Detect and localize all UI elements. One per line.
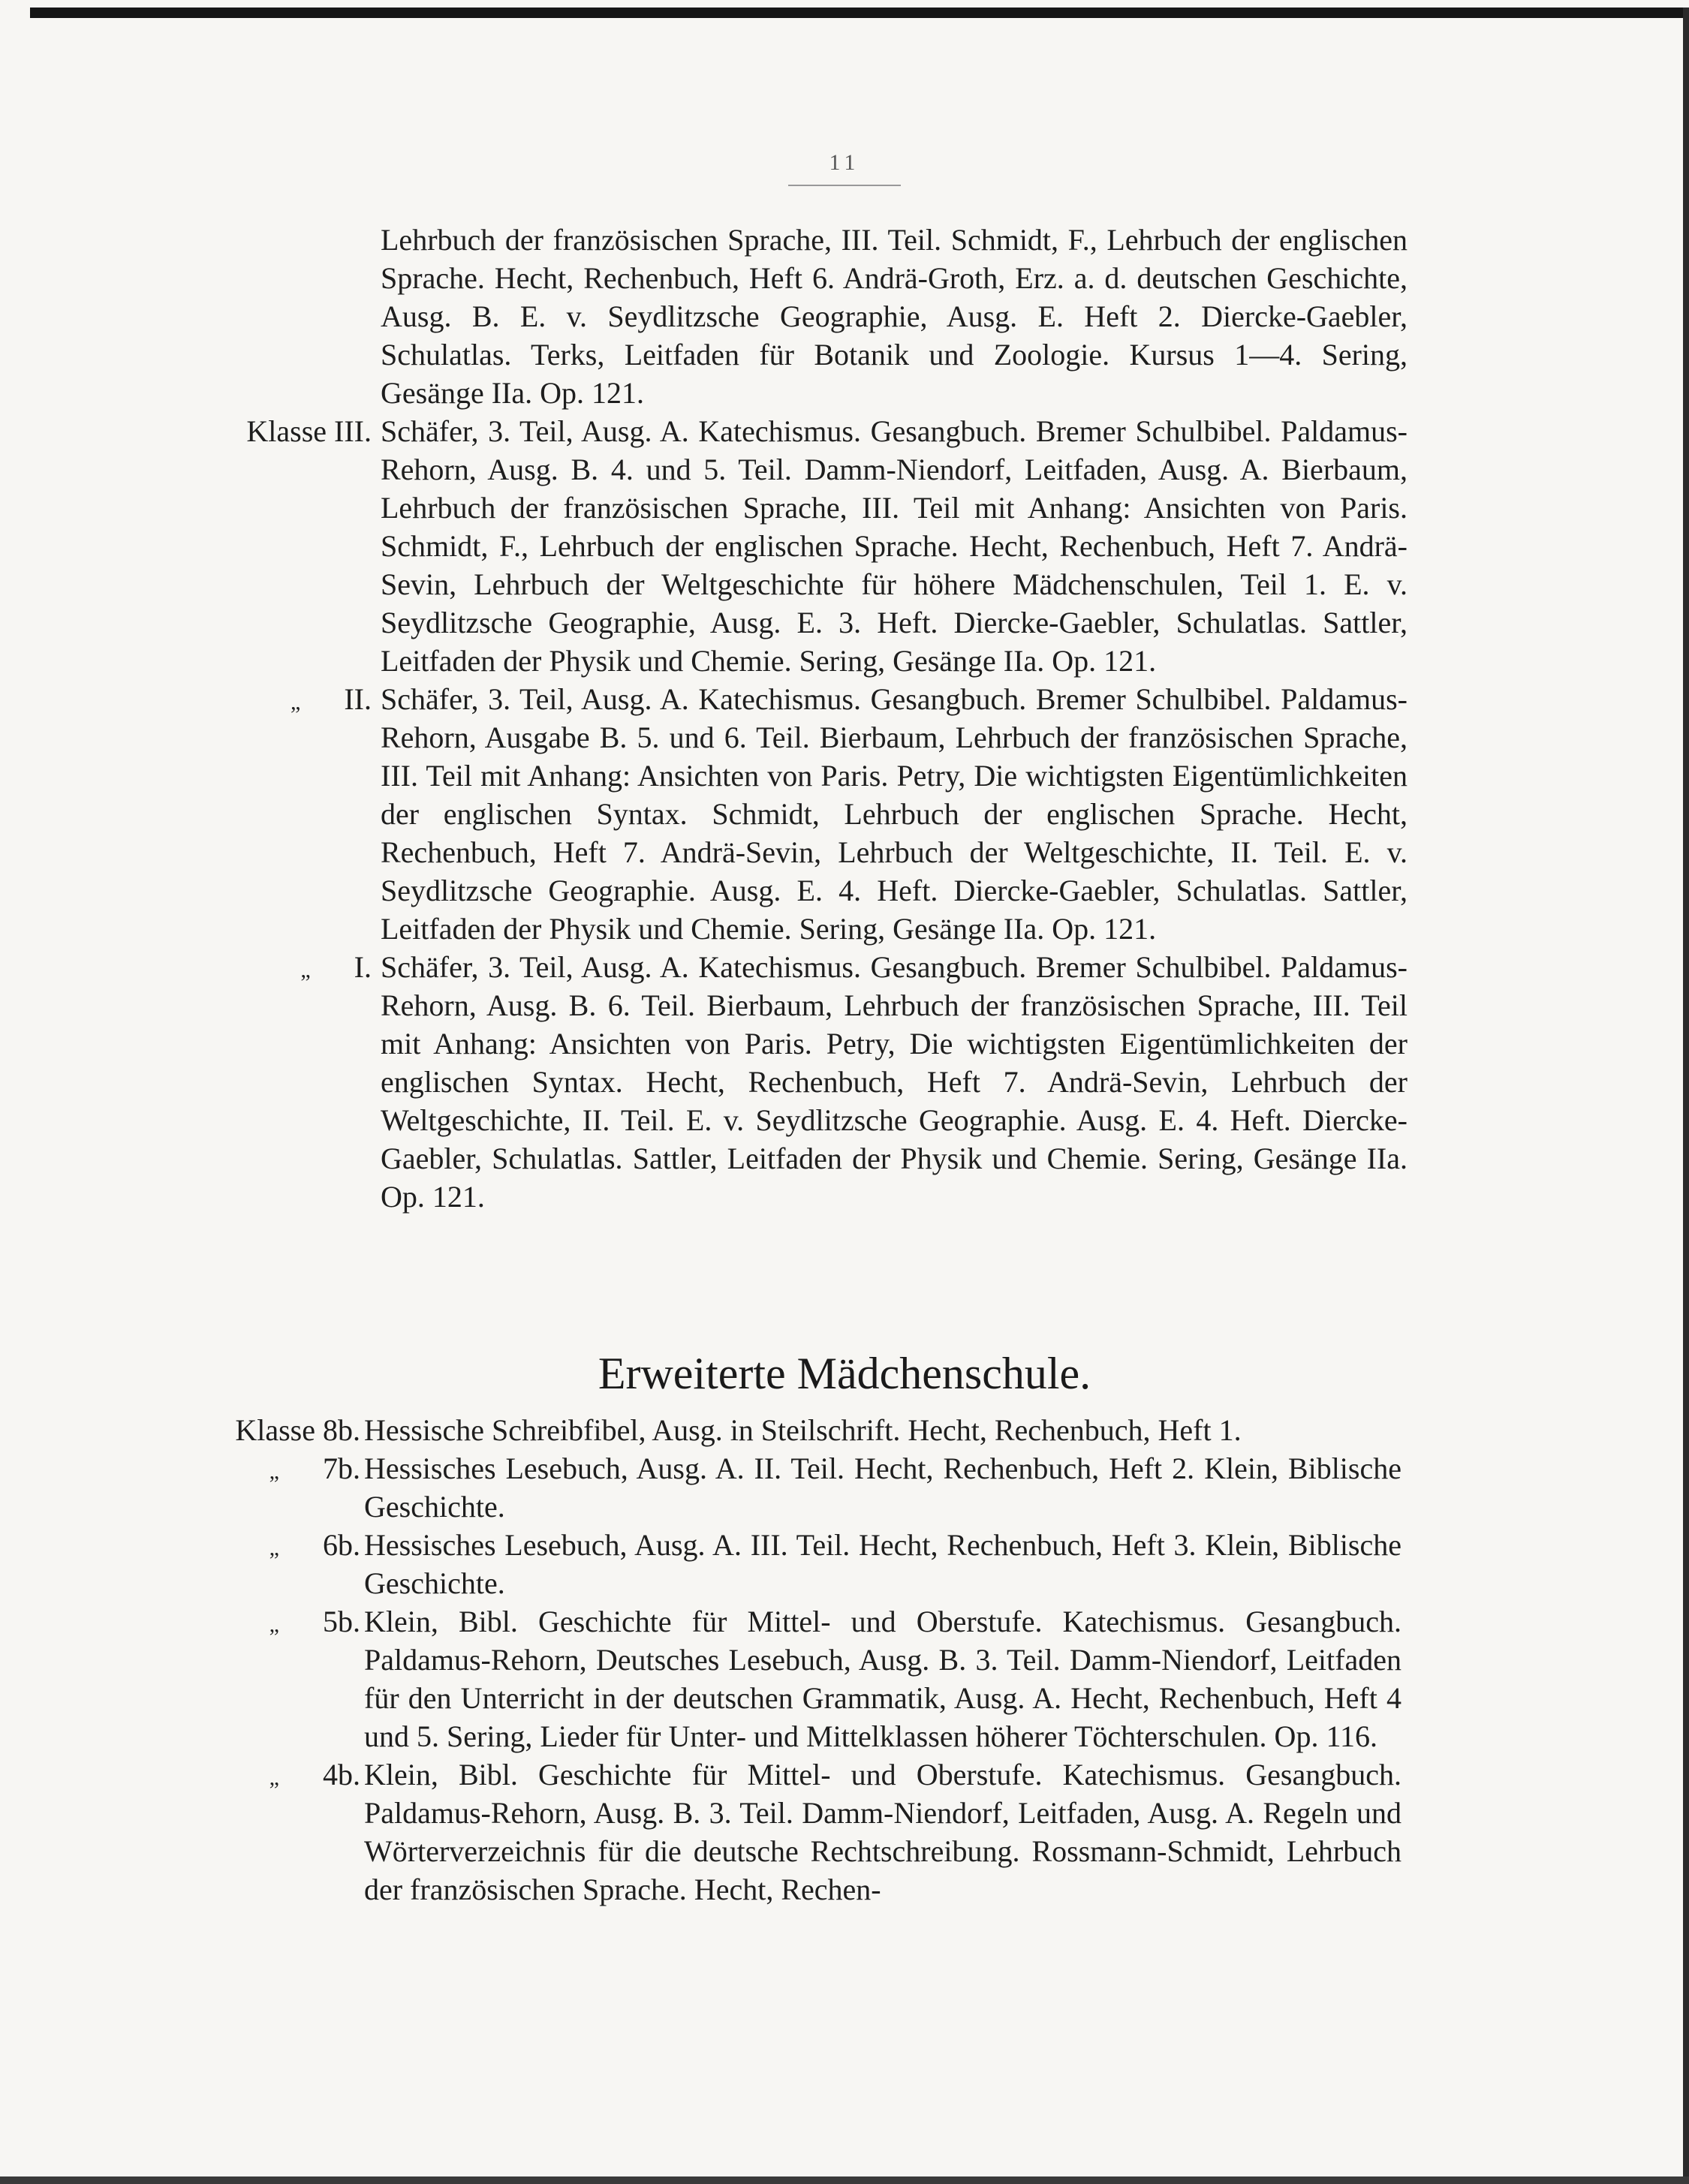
ditto-mark: „ (300, 958, 311, 982)
ditto-mark: „ (291, 690, 301, 714)
ditto-mark: „ (269, 1612, 279, 1637)
class-entry-5b (0, 1602, 1689, 1755)
class-label (203, 412, 372, 450)
scan-edge-bottom (0, 2176, 1689, 2184)
upper-section (0, 221, 1689, 1216)
class-entry-text: Schäfer, 3. Teil, Ausg. A. Katechismus. Gesangbuch. Bremer Schulbibel. Paldamus-Rehorn, Ausgabe B. 5. und 6. Teil. Bierbaum, Lehrbuch der französischen Sprache, III. Teil mit Anhang: Ansichten von Paris. Petry, Die wichtigsten Eigentümlichkeiten der englischen Syntax. Schmidt, Lehrbuch der englischen Sprache. Hecht, Rechenbuch, Heft 7. Andrä-Sevin, Lehrbuch der Weltgeschichte, II. Teil. E. v. Seydlitzsche Geographie. Ausg. E. 4. Heft. Diercke-Gaebler, Schulatlas. Sattler, Leitfaden der Physik und Chemie. Sering, Gesänge IIa. Op. 121. (381, 682, 1408, 946)
class-label-text: Klasse 8b. (235, 1413, 360, 1447)
intro-text: Lehrbuch der französischen Sprache, III. Teil. Schmidt, F., Lehrbuch der englischen Sprache. Hecht, Rechenbuch, Heft 6. Andrä-Groth, Erz. a. d. deutschen Geschichte, Ausg. B. E. v. Seydlitzsche Geographie, Ausg. E. Heft 2. Diercke-Gaebler, Schulatlas. Terks, Leitfaden für Botanik und Zoologie. Kursus 1—4. Sering, Gesänge IIa. Op. 121. (381, 223, 1408, 410)
ditto-mark: „ (269, 1536, 279, 1560)
class-label (291, 680, 372, 721)
class-entry-text: Schäfer, 3. Teil, Ausg. A. Katechismus. Gesangbuch. Bremer Schulbibel. Paldamus-Rehorn, Ausg. B. 6. Teil. Bierbaum, Lehrbuch der französischen Sprache, III. Teil mit Anhang: Ansichten von Paris. Petry, Die wichtigsten Eigentümlichkeiten der englischen Syntax. Hecht, Rechenbuch, Heft 7. Andrä-Sevin, Lehrbuch der Weltgeschichte, II. Teil. E. v. Seydlitzsche Geographie. Ausg. E. 4. Heft. Diercke-Gaebler, Schulatlas. Sattler, Leitfaden der Physik und Chemie. Sering, Gesänge IIa. Op. 121. (381, 950, 1408, 1214)
ditto-mark: „ (269, 1459, 279, 1484)
class-entry-I (0, 948, 1689, 1216)
class-entry-text: Klein, Bibl. Geschichte für Mittel- und Oberstufe. Katechismus. Gesangbuch. Paldamus-Rehorn, Ausg. B. 3. Teil. Damm-Niendorf, Leitfaden, Ausg. A. Regeln und Wörterverzeichnis für die deutsche Rechtschreibung. Rossmann-Schmidt, Lehrbuch der französischen Sprache. Hecht, Rechen- (364, 1758, 1401, 1906)
class-label-text: I. (354, 950, 372, 984)
class-label (269, 1449, 360, 1491)
class-label (269, 1602, 360, 1644)
page-number: 11 (829, 150, 860, 175)
class-entry-4b (0, 1755, 1689, 1909)
class-entry-7b (0, 1449, 1689, 1526)
class-entry-text: Hessisches Lesebuch, Ausg. A. II. Teil. Hecht, Rechenbuch, Heft 2. Klein, Biblische Geschichte. (364, 1451, 1401, 1524)
class-label (191, 1411, 360, 1449)
class-label (269, 1755, 360, 1797)
class-entry-text: Hessisches Lesebuch, Ausg. A. III. Teil. Hecht, Rechenbuch, Heft 3. Klein, Biblische Geschichte. (364, 1528, 1401, 1600)
class-label-text: 7b. (323, 1451, 360, 1485)
page-number-rule (788, 185, 901, 186)
section-heading: Erweiterte Mädchenschule. (598, 1349, 1091, 1398)
class-label (269, 1526, 360, 1567)
class-entry-II (0, 680, 1689, 948)
class-entry-III (0, 412, 1689, 680)
lower-section (0, 1411, 1689, 1909)
class-label-text: Klasse III. (246, 414, 372, 448)
class-label-text: II. (344, 682, 372, 716)
class-label (300, 948, 372, 989)
class-label-text: 6b. (323, 1528, 360, 1562)
intro-entry (0, 221, 1689, 412)
class-entry-text: Hessische Schreibfibel, Ausg. in Steilschrift. Hecht, Rechenbuch, Heft 1. (364, 1413, 1242, 1447)
scan-edge-top (30, 8, 1689, 18)
ditto-mark: „ (269, 1765, 279, 1790)
class-entry-text: Schäfer, 3. Teil, Ausg. A. Katechismus. Gesangbuch. Bremer Schulbibel. Paldamus-Rehorn, Ausg. B. 4. und 5. Teil. Damm-Niendorf, Leitfaden, Ausg. A. Bierbaum, Lehrbuch der französischen Sprache, III. Teil mit Anhang: Ansichten von Paris. Schmidt, F., Lehrbuch der englischen Sprache. Hecht, Rechenbuch, Heft 7. Andrä-Sevin, Lehrbuch der Weltgeschichte für höhere Mädchenschulen, Teil 1. E. v. Seydlitzsche Geographie, Ausg. E. 3. Heft. Diercke-Gaebler, Schulatlas. Sattler, Leitfaden der Physik und Chemie. Sering, Gesänge IIa. Op. 121. (381, 414, 1408, 678)
class-entry-8b (0, 1411, 1689, 1449)
class-label-text: 4b. (323, 1758, 360, 1791)
class-entry-text: Klein, Bibl. Geschichte für Mittel- und Oberstufe. Katechismus. Gesangbuch. Paldamus-Rehorn, Deutsches Lesebuch, Ausg. B. 3. Teil. Damm-Niendorf, Leitfaden für den Unterricht in der deutschen Grammatik, Ausg. A. Hecht, Rechenbuch, Heft 4 und 5. Sering, Lieder für Unter- und Mittelklassen höherer Töchterschulen. Op. 116. (364, 1605, 1401, 1753)
class-entry-6b (0, 1526, 1689, 1602)
class-label-text: 5b. (323, 1605, 360, 1638)
